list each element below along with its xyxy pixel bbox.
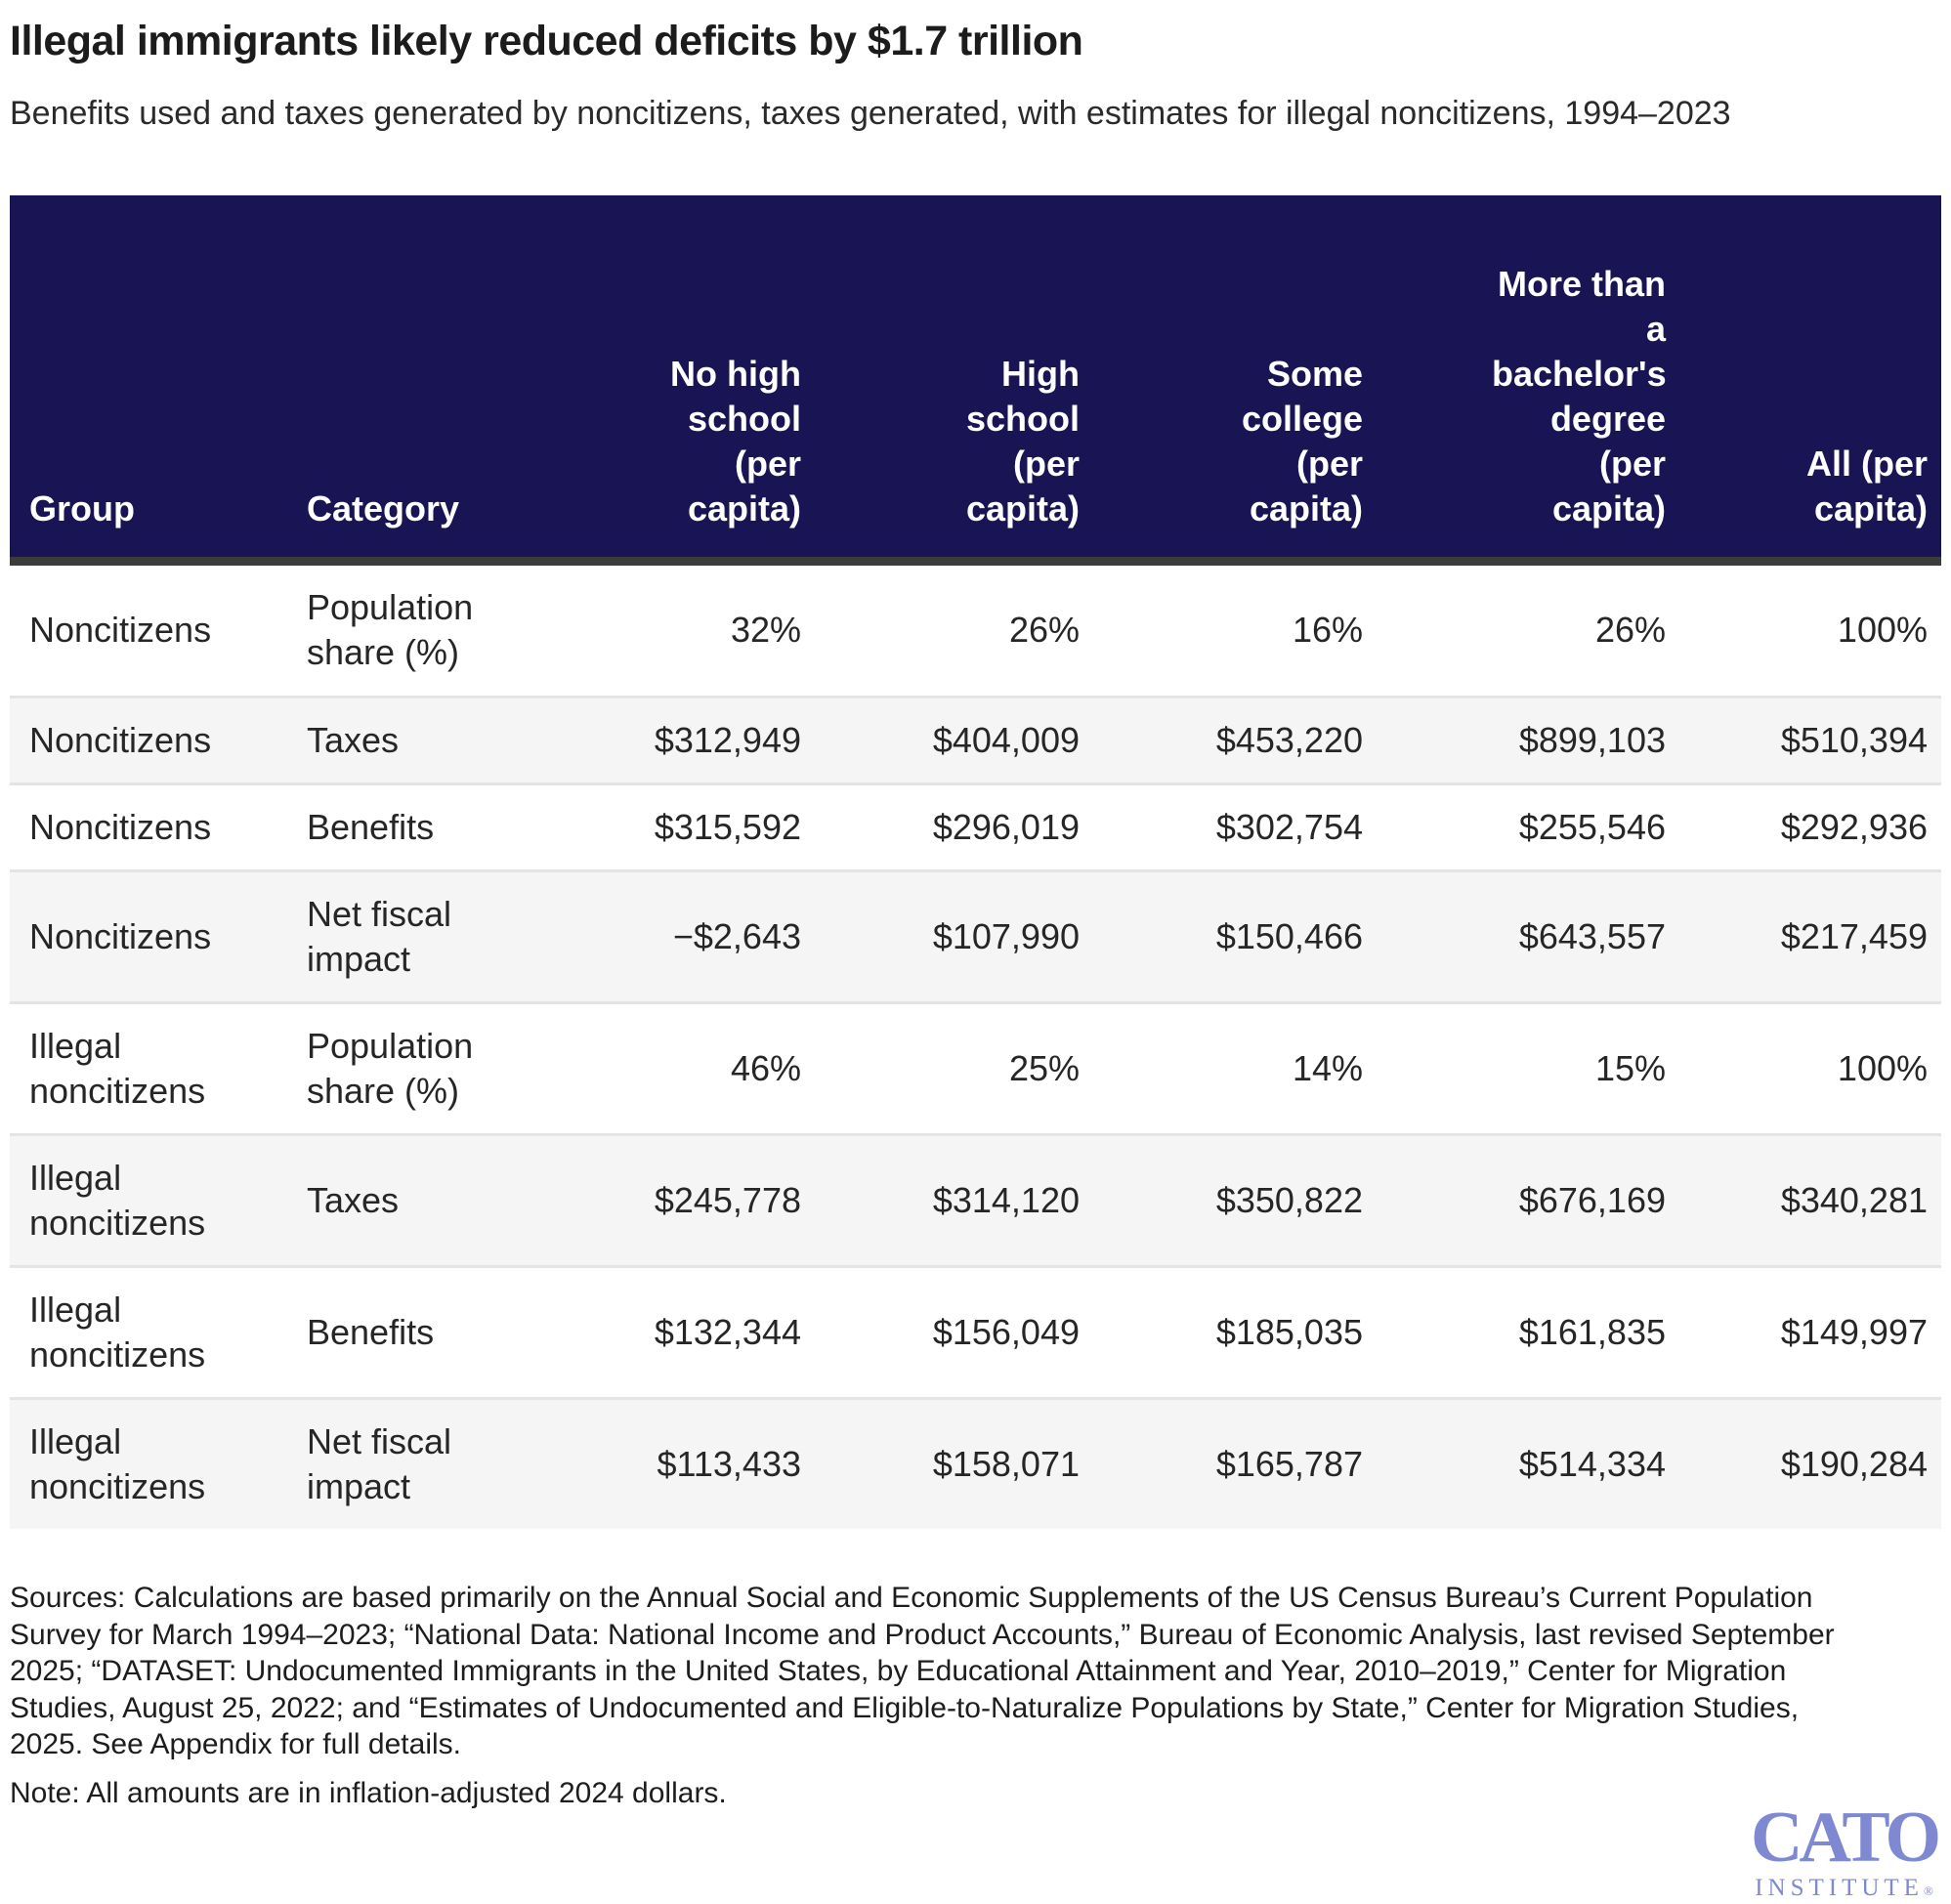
value-cell: 32%	[730, 610, 801, 651]
column-header-more-than-bachelors	[1377, 195, 1679, 562]
value-cell: $404,009	[815, 697, 1093, 783]
logo-subtext-label: INSTITUTE	[1755, 1875, 1924, 1901]
value-cell: $245,778	[547, 1135, 815, 1267]
category-cell: Taxes	[293, 1135, 547, 1267]
value-cell: $453,220	[1093, 697, 1377, 783]
value-cell: $158,071	[815, 1399, 1093, 1530]
value-cell: $340,281	[1679, 1135, 1941, 1267]
category-cell: Net fiscal impact	[293, 870, 547, 1002]
column-header-label: Some college (per capita)	[1241, 354, 1363, 529]
value-cell: 100%	[1679, 1002, 1941, 1134]
column-header-label: All (per capita)	[1805, 444, 1928, 529]
note-text: Note: All amounts are in inflation-adjusted 2024 dollars.	[10, 1776, 727, 1809]
column-header-some-college	[1093, 195, 1377, 562]
value-cell: 14%	[1093, 1002, 1377, 1134]
category-cell: Taxes	[293, 697, 547, 783]
registered-trademark-icon: ®	[1923, 1883, 1933, 1898]
value-cell: 16%	[1292, 610, 1363, 651]
value-cell: $150,466	[1093, 870, 1377, 1002]
table-row	[10, 562, 1941, 697]
data-table	[10, 195, 1941, 1530]
value-cell: $165,787	[1093, 1399, 1377, 1530]
group-cell: Illegal noncitizens	[10, 1135, 293, 1267]
table-row	[10, 870, 1941, 1002]
column-header-label: More than a bachelor's degree (per capita)	[1492, 263, 1667, 529]
column-header-high-school	[815, 195, 1093, 562]
value-cell: $312,949	[547, 697, 815, 783]
value-cell: $314,120	[815, 1135, 1093, 1267]
group-cell: Illegal noncitizens	[10, 1002, 293, 1134]
group-cell: Illegal noncitizens	[10, 1399, 293, 1530]
table-row	[10, 783, 1941, 870]
category-cell: Net fiscal impact	[293, 1399, 547, 1530]
value-cell: −$2,643	[547, 870, 815, 1002]
value-cell: 46%	[547, 1002, 815, 1134]
value-cell: $899,103	[1377, 697, 1679, 783]
value-cell: $514,334	[1377, 1399, 1679, 1530]
value-cell: $292,936	[1679, 783, 1941, 870]
column-header-all	[1679, 195, 1941, 562]
table-row	[10, 1267, 1941, 1399]
group-cell: Noncitizens	[10, 783, 293, 870]
value-cell: $132,344	[547, 1267, 815, 1399]
value-cell: 26%	[1594, 610, 1666, 651]
group-cell: Noncitizens	[29, 610, 212, 651]
table-row	[10, 1135, 1941, 1267]
category-cell: Benefits	[293, 1267, 547, 1399]
value-cell: $149,997	[1679, 1267, 1941, 1399]
value-cell: 100%	[1837, 610, 1928, 651]
footer	[10, 1580, 1941, 1811]
group-cell: Noncitizens	[10, 870, 293, 1002]
page-title: Illegal immigrants likely reduced deficits by $1.7 trillion	[10, 18, 1083, 64]
category-cell: Population share (%)	[307, 587, 474, 673]
group-cell: Noncitizens	[10, 697, 293, 783]
column-header-label: Category	[307, 488, 460, 529]
value-cell: $156,049	[815, 1267, 1093, 1399]
value-cell: $255,546	[1377, 783, 1679, 870]
column-header-label: No high school (per capita)	[670, 354, 801, 529]
header-row	[10, 195, 1941, 562]
group-cell: Illegal noncitizens	[10, 1267, 293, 1399]
logo-wordmark: CATO	[1751, 1798, 1937, 1878]
column-header-label: Group	[29, 488, 135, 529]
table-row	[10, 697, 1941, 783]
value-cell: 15%	[1377, 1002, 1679, 1134]
column-header-group	[10, 195, 293, 562]
value-cell: $510,394	[1679, 697, 1941, 783]
value-cell: $302,754	[1093, 783, 1377, 870]
sources-text: Sources: Calculations are based primarily on the Annual Social and Economic Supplements of the US Census Bureau’s Current Population Survey for March 1994–2023; “National Data: National Income and Product Accounts,” Bureau of Economic Analysis, last revised September 2025; “DATASET: Undocumented Immigrants in the United States, by Educational Attainment and Year, 2010–2019,” Center for Migration Studies, August 25, 2022; and “Estimates of Undocumented and Eligible-to-Naturalize Populations by State,” Center for Migration Studies, 2025. See Appendix for full details.	[10, 1582, 1835, 1761]
cato-institute-logo	[1751, 1798, 1937, 1901]
value-cell: 25%	[815, 1002, 1093, 1134]
value-cell: $315,592	[547, 783, 815, 870]
value-cell: $185,035	[1093, 1267, 1377, 1399]
chart-subtitle: Benefits used and taxes generated by noncitizens, taxes generated, with estimates for illegal noncitizens, 1994–2023	[10, 95, 1731, 132]
logo-subtext	[1751, 1876, 1937, 1900]
value-cell: $643,557	[1377, 870, 1679, 1002]
value-cell: $190,284	[1679, 1399, 1941, 1530]
value-cell: $161,835	[1377, 1267, 1679, 1399]
column-header-category	[293, 195, 547, 562]
value-cell: $113,433	[547, 1399, 815, 1530]
table-row	[10, 1002, 1941, 1134]
value-cell: $107,990	[815, 870, 1093, 1002]
category-cell: Population share (%)	[293, 1002, 547, 1134]
value-cell: $676,169	[1377, 1135, 1679, 1267]
table-row	[10, 1399, 1941, 1530]
column-header-no-high-school	[547, 195, 815, 562]
value-cell: $296,019	[815, 783, 1093, 870]
column-header-label: High school (per capita)	[965, 354, 1080, 529]
value-cell: $217,459	[1679, 870, 1941, 1002]
value-cell: 26%	[1008, 610, 1080, 651]
category-cell: Benefits	[293, 783, 547, 870]
value-cell: $350,822	[1093, 1135, 1377, 1267]
